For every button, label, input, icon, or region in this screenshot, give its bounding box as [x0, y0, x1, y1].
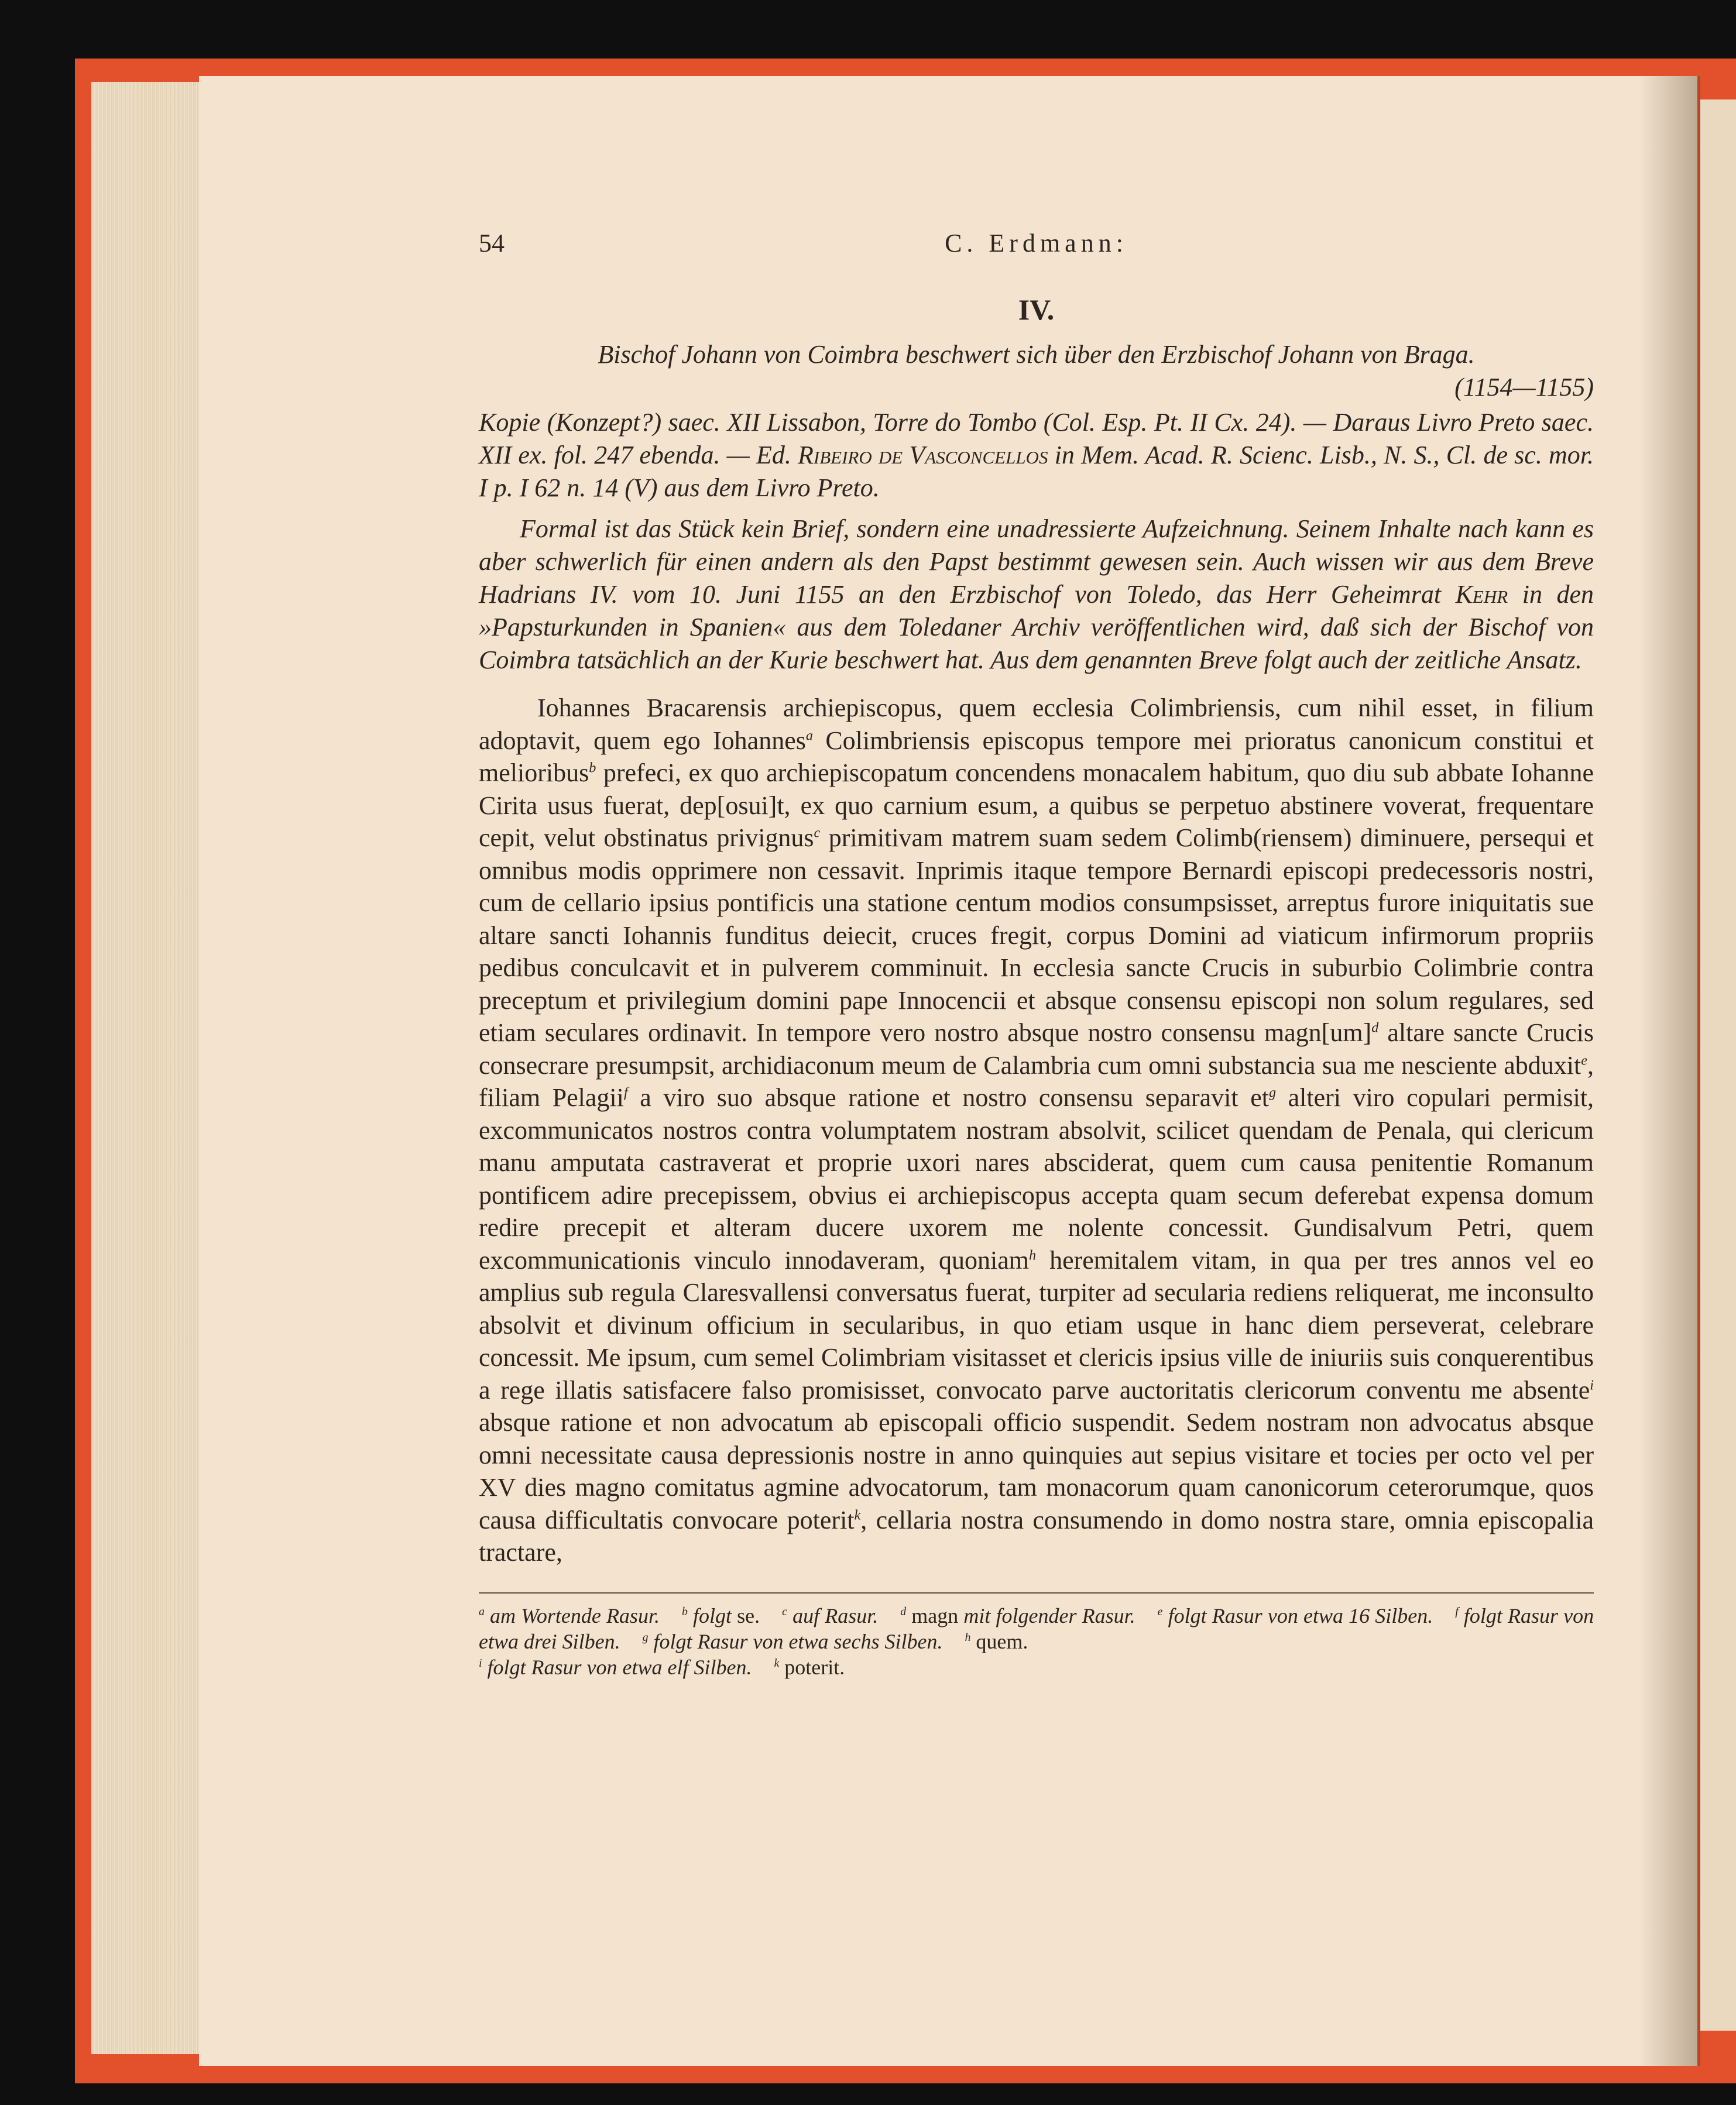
body-text: absque ratione et non advocatum ab episcopali officio suspendit. Sedem nostram non advocatus absque omni necessitate causa depressionis nostre in anno quinquies aut sepius visitare et tocies per octo vel per XV dies magno comitatus agmine advocatorum, tam monacorum quam canonicorum ceterorumque, quos causa difficultatis convocare poterit [479, 1408, 1594, 1534]
source-note-part2: in Mem. Acad. R. Scienc. Lisb., N. S., Cl. de sc. mor. I p. I 62 n. 14 (V) aus dem Livro Preto. [479, 441, 1594, 502]
footnote-d-word: magn [911, 1603, 959, 1627]
intro-part1: Formal ist das Stück kein Brief, sondern eine unadressierte Aufzeichnung. Seinem Inhalte nach kann es aber schwerlich für einen andern als den Papst bestimmt gewesen sein. Auch wissen wir aus dem Breve Hadrians IV. vom 10. Juni 1155 an den Erzbischof von Toledo, das Herr Geheimrat [479, 514, 1594, 609]
body-text: primitivam matrem suam sedem Colimb(riensem) diminuere, persequi et omnibus modis opprimere non cessavit. Inprimis itaque tempore Bernardi episcopi predecessoris nostri, cum de cellario ipsius pontificis una statione centum modios consumpsisset, arreptus furore iniquitatis sue altare sancti Iohannis funditus deiecit, cruces fregit, corpus Domini ad viaticum infirmorum propriis pedibus conculcavit et in pulverem comminuit. In ecclesia sancte Crucis in suburbio Colimbrie contra preceptum et privilegium domini pape Innocencii et absque consensu episcopi non solum regulares, sed etiam seculares ordinavit. In tempore vero nostro absque nostro consensu magn[um] [479, 823, 1594, 1047]
footnote-h: quem. [976, 1629, 1028, 1653]
body-text: prefeci, ex quo archiepiscopatum concendens monacalem habitum, quo diu sub abbate Iohanne Cirita usus fuerat, dep[osui]t, ex quo carnium esum, a quibus se perpetuo abstinere voverat, frequentare cepit, velut obstinatus privignus [479, 758, 1594, 852]
page-header [479, 222, 1594, 272]
footnote-f: folgt Rasur von etwa drei Silben. [479, 1603, 1594, 1653]
footnote-c: auf Rasur. [792, 1603, 879, 1627]
footnote-mark: e [1581, 1052, 1587, 1068]
footnote-d: mit folgender Rasur. [963, 1603, 1135, 1627]
footnote-g-mark: g [642, 1630, 649, 1644]
intro-paragraph [479, 513, 1594, 677]
body-text: heremitalem vitam, in qua per tres annos vel eo amplius sub regula Claresvallensi conversatus fuerat, turpiter ad secularia rediens reliquerat, me inconsulto absolvit et divinum officium in secularibus, in quo etiam usque in hanc diem perseverat, celebrare concessit. Me ipsum, cum semel Colimbriam visitasset et clericis ipsius ville de iniuriis suis conquerentibus a rege illatis satisfacere falso promisisset, convocato parve auctoritatis clericorum conventu me absente [479, 1245, 1594, 1405]
footnote-mark: g [1268, 1084, 1277, 1101]
source-note-part1: Kopie (Konzept?) saec. XII Lissabon, Torre do Tombo (Col. Esp. Pt. II Cx. 24). — Daraus Livro Preto saec. XII ex. fol. 247 ebenda. — Ed. [479, 408, 1594, 469]
document-date: (1154—1155) [1454, 373, 1594, 401]
footnote-h-mark: h [965, 1630, 971, 1644]
page-number: 54 [479, 229, 505, 257]
footnote-i: folgt Rasur von etwa elf Silben. [487, 1655, 752, 1679]
footnote-a: am Wortende Rasur. [490, 1603, 660, 1627]
gutter-shadow [1639, 76, 1700, 2066]
page-edges [91, 82, 214, 2054]
footnotes [479, 1603, 1594, 1680]
footnote-rule [479, 1592, 1594, 1594]
body-text: Iohannes Bracarensis archiepiscopus, quem ecclesia Colimbriensis, cum nihil esset, in filium adoptavit, quem ego Iohannes [479, 693, 1594, 755]
body-text: altare sancte Crucis consecrare presumpsit, archidiaconum meum de Calambria cum omni substancia sua me nesciente abduxit [479, 1018, 1594, 1080]
body-text: , cellaria nostra consumendo in domo nostra stare, omnia episcopalia tractare, [479, 1505, 1594, 1567]
document-title: Bischof Johann von Coimbra beschwert sich über den Erzbischof Johann von Braga. [598, 340, 1475, 369]
source-editor: Ribeiro de Vasconcellos [798, 441, 1048, 469]
footnote-mark: h [1029, 1246, 1037, 1263]
footnote-mark: a [805, 727, 813, 743]
footnote-b-mark: b [681, 1605, 688, 1618]
body-text: a viro suo absque ratione et nostro consensu separavit et [640, 1083, 1269, 1112]
footnote-d-mark: d [900, 1605, 907, 1618]
footnote-b-word: se. [737, 1603, 760, 1627]
intro-part2: in den »Papsturkunden in Spanien« aus dem Toledaner Archiv veröffentlichen wird, daß sich der Bischof von Coimbra tatsächlich an der Kurie beschwert hat. Aus dem genannten Breve folgt auch der zeitliche Ansatz. [479, 580, 1594, 674]
footnote-i-mark: i [479, 1656, 482, 1670]
source-note [479, 406, 1594, 504]
footnote-e-mark: e [1157, 1605, 1163, 1618]
running-head: C. Erdmann: [945, 229, 1128, 257]
intro-name: Kehr [1455, 580, 1508, 609]
footnote-mark: d [1371, 1019, 1379, 1036]
footnote-mark: b [589, 760, 596, 776]
facing-page-edge [1700, 99, 1736, 2031]
body-text: Colimbriensis episcopus tempore mei prioratus canonicum constitui et melioribus [479, 726, 1594, 787]
footnote-f-mark: f [1455, 1605, 1459, 1618]
footnote-k-mark: k [774, 1656, 780, 1670]
footnote-g: folgt Rasur von etwa sechs Silben. [653, 1629, 943, 1653]
section-number: IV. [1018, 293, 1055, 326]
footnote-e: folgt Rasur von etwa 16 Silben. [1168, 1603, 1433, 1627]
footnote-c-mark: c [782, 1605, 787, 1618]
footnote-mark: c [814, 825, 821, 841]
footnote-mark: k [854, 1506, 861, 1523]
body-text: , filiam Pelagii [479, 1050, 1594, 1112]
footnote-mark: f [623, 1084, 628, 1101]
footnote-a-mark: a [479, 1605, 485, 1618]
footnote-mark: i [1590, 1376, 1594, 1393]
body-text: alteri viro copulari permisit, excommunicatos nostros contra volumptatem nostram absolvit, scilicet quendam de Penala, qui clericum manu amputata castraverat et proprie uxori nares absciderat, quem cum causa penitentie Romanum pontificem adire precepissem, obvius ei archiepiscopus accepta quam secum deferebat expensa domum redire precepit et alteram ducere uxorem me nolente concessit. Gundisalvum Petri, quem excommunicationis vinculo innodaveram, quoniam [479, 1083, 1594, 1275]
footnote-b-label: folgt [693, 1603, 732, 1627]
main-text [479, 692, 1594, 1569]
footnote-k: poterit. [784, 1655, 845, 1679]
page-text [479, 222, 1594, 1680]
